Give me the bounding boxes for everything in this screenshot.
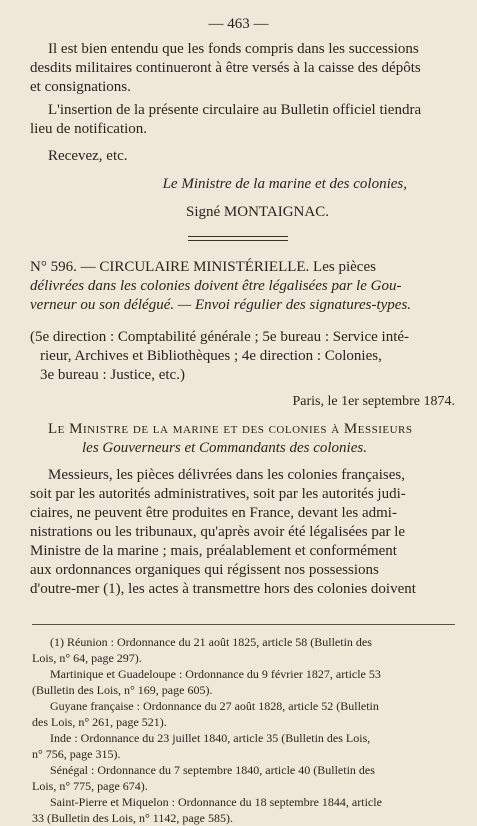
text-line: L'insertion de la présente circulaire au Bulletin officiel tiendra (48, 102, 422, 118)
text-line: et consignations. (30, 79, 131, 95)
footnote-line: Lois, n° 775, page 674). (32, 779, 148, 793)
text-line: lieu de notification. (30, 121, 148, 137)
direction-line: rieur, Archives et Bibliothèques ; 4e direction : Colonies, (40, 348, 382, 364)
text-line: soit par les autorités administratives, soit par les autorités judi- (30, 486, 406, 502)
heading-line: verneur ou son délégué. — Envoi régulier des signatures-types. (30, 297, 412, 313)
direction-line: 3e bureau : Justice, etc.) (40, 367, 185, 383)
signature-title: Le Ministre de la marine et des colonies, (162, 176, 407, 192)
footnote-line: 33 (Bulletin des Lois, n° 1142, page 585). (32, 811, 233, 825)
text-line: d'outre-mer (1), les actes à transmettre hors des colonies doivent (30, 581, 416, 597)
closing-line (30, 147, 455, 166)
page-number: — 463 — (208, 16, 269, 32)
dateline: Paris, le 1er septembre 1874. (292, 394, 455, 409)
address-block (30, 420, 455, 458)
footnote-line: Guyane française : Ordonnance du 27 août 1828, article 52 (Bulletin (50, 699, 379, 713)
footnotes (32, 634, 455, 826)
main-paragraph (30, 466, 455, 599)
section-divider (188, 236, 288, 241)
footnote-line: Inde : Ordonnance du 23 juillet 1840, article 35 (Bulletin des Lois, (50, 731, 371, 745)
heading-line: délivrées dans les colonies doivent être légalisées par le Gou- (30, 278, 402, 294)
footnote-line: n° 756, page 315). (32, 747, 121, 761)
address-line: Le Ministre de la marine et des colonies à Messieurs (48, 421, 413, 437)
footnote-divider (32, 624, 455, 625)
direction-line: (5e direction : Comptabilité générale ; 5e bureau : Service inté- (30, 329, 410, 345)
footnote-line: (Bulletin des Lois, n° 169, page 605). (32, 683, 213, 697)
text-line: nistrations ou les tribunaux, qu'après avoir été légalisées par le (30, 524, 406, 540)
signature-name: Signé MONTAIGNAC. (186, 204, 329, 220)
footnote-line: Sénégal : Ordonnance du 7 septembre 1840, article 40 (Bulletin des (50, 763, 375, 777)
text-line: aux ordonnances organiques qui régissent nos possessions (30, 562, 379, 578)
footnote-line: des Lois, n° 261, page 521). (32, 715, 167, 729)
paragraph-insertion (30, 101, 455, 139)
text-line: Ministre de la marine ; mais, préalablement et conformément (30, 543, 397, 559)
text-line: Messieurs, les pièces délivrées dans les colonies françaises, (48, 467, 405, 483)
text-line: desdits militaires continueront à être versés à la caisse des dépôts (30, 60, 421, 76)
closing-text: Recevez, etc. (48, 148, 128, 164)
footnote-line: Saint-Pierre et Miquelon : Ordonnance du 18 septembre 1844, article (50, 795, 382, 809)
footnote-line: (1) Réunion : Ordonnance du 21 août 1825, article 58 (Bulletin des (50, 635, 372, 649)
footnote-line: Lois, n° 64, page 297). (32, 651, 142, 665)
heading-line: N° 596. — CIRCULAIRE MINISTÉRIELLE. Les pièces (30, 259, 376, 275)
direction-note (30, 328, 455, 385)
paragraph-successions (30, 40, 455, 97)
text-line: Il est bien entendu que les fonds compris dans les successions (48, 41, 419, 57)
footnote-line: Martinique et Guadeloupe : Ordonnance du 9 février 1827, article 53 (50, 667, 381, 681)
circular-heading (30, 258, 455, 315)
address-line: les Gouverneurs et Commandants des colonies. (82, 440, 367, 456)
text-line: ciaires, ne peuvent être produites en France, devant les admi- (30, 505, 397, 521)
